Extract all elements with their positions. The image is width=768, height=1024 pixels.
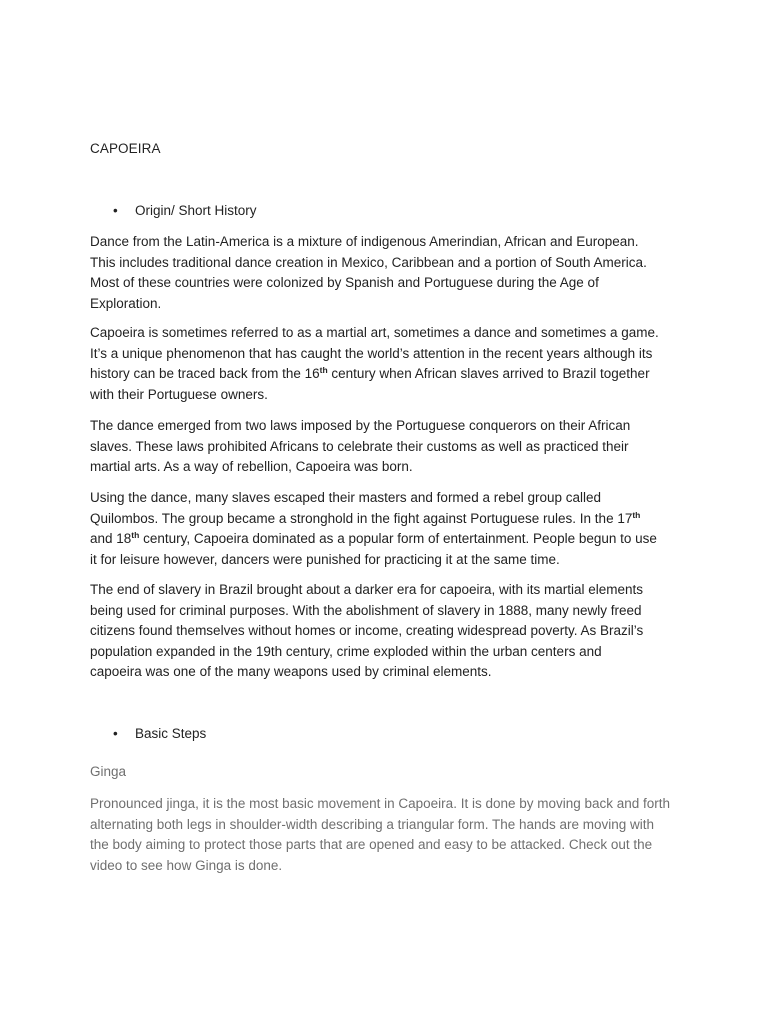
section-heading-origin bbox=[113, 202, 257, 220]
paragraph-origin-2: Capoeira is sometimes referred to as a martial art, sometimes a dance and sometimes a game. It’s a unique phenomenon that has caught the world’s attention in the recent years although its history can be traced back from the 16th century when African slaves arrived to Brazil together with their Portuguese owners. bbox=[90, 325, 659, 402]
bullet-icon: • bbox=[113, 726, 118, 741]
section-heading-label: Origin/ Short History bbox=[135, 203, 257, 218]
paragraph-origin-3: The dance emerged from two laws imposed by the Portuguese conquerors on their African slaves. These laws prohibited Africans to celebrate their customs as well as practiced their martial arts. As a way of rebellion, Capoeira was born. bbox=[90, 418, 631, 475]
paragraph-origin-4: Using the dance, many slaves escaped their masters and formed a rebel group called Quilombos. The group became a stronghold in the fight against Portuguese rules. In the 17th and 18th century, Capoeira dominated as a popular form of entertainment. People begun to use it for leisure however, dancers were punished for practicing it at the same time. bbox=[90, 490, 657, 567]
bullet-icon: • bbox=[113, 203, 118, 218]
paragraph-origin-1: Dance from the Latin-America is a mixture of indigenous Amerindian, African and European. This includes traditional dance creation in Mexico, Caribbean and a portion of South America. Most of these countries were colonized by Spanish and Portuguese during the Age of Exploration. bbox=[90, 234, 647, 311]
document-title: CAPOEIRA bbox=[90, 141, 161, 156]
paragraph-ginga: Pronounced jinga, it is the most basic movement in Capoeira. It is done by moving back and forth alternating both legs in shoulder-width describing a triangular form. The hands are moving with the body aiming to protect those parts that are opened and easy to be attacked. Check out the video to see how Ginga is done. bbox=[90, 796, 671, 873]
paragraph-origin-5: The end of slavery in Brazil brought about a darker era for capoeira, with its martial elements being used for criminal purposes. With the abolishment of slavery in 1888, many newly freed citizens found themselves without homes or income, creating widespread poverty. As Brazil’s population expanded in the 19th century, crime exploded within the urban centers and capoeira was one of the many weapons used by criminal elements. bbox=[90, 582, 644, 680]
section-heading-basic-steps bbox=[113, 725, 206, 743]
subheading-ginga: Ginga bbox=[90, 764, 127, 779]
section-heading-label: Basic Steps bbox=[135, 726, 207, 741]
